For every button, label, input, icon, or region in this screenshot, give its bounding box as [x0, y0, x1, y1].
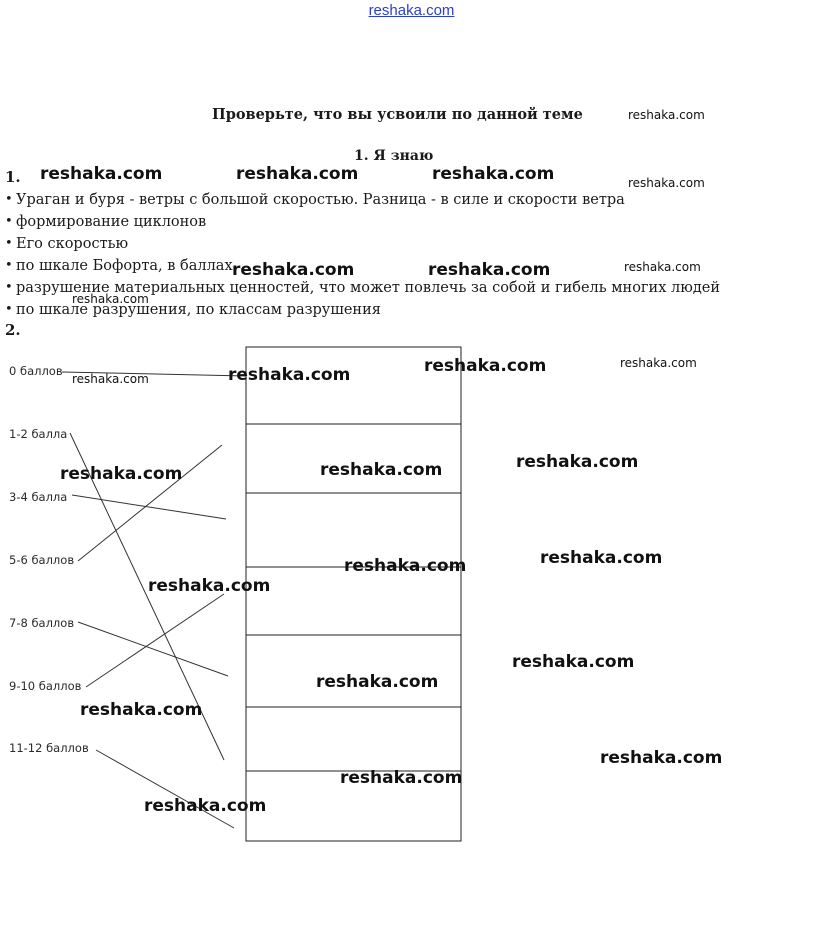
match-line	[78, 445, 222, 561]
answer-item: • по шкале разрушения, по классам разрушения	[5, 299, 720, 321]
watermark: reshaka.com	[344, 556, 467, 576]
match-line	[78, 622, 228, 676]
watermark: reshaka.com	[424, 356, 547, 376]
watermark: reshaka.com	[72, 292, 149, 306]
scale-label-0: 0 баллов	[9, 364, 63, 378]
match-line	[86, 594, 224, 687]
scale-label-5: 9-10 баллов	[9, 679, 82, 693]
watermark: reshaka.com	[628, 108, 705, 122]
site-link[interactable]: reshaka.com	[368, 2, 455, 19]
watermark: reshaka.com	[340, 768, 463, 788]
page-title: Проверьте, что вы усвоили по данной теме	[212, 106, 583, 123]
answer-item: • по шкале Бофорта, в баллах	[5, 255, 720, 277]
answer-item: • формирование циклонов	[5, 211, 720, 233]
watermark: reshaka.com	[432, 164, 555, 184]
watermark: reshaka.com	[144, 796, 267, 816]
answer-item: • разрушение материальных ценностей, что может повлечь за собой и гибель многих людей	[5, 277, 720, 299]
watermark: reshaka.com	[316, 672, 439, 692]
watermark: reshaka.com	[516, 452, 639, 472]
scale-label-1: 1-2 балла	[9, 427, 68, 441]
watermark: reshaka.com	[148, 576, 271, 596]
table-frame	[246, 347, 461, 841]
scale-label-4: 7-8 баллов	[9, 616, 75, 630]
watermark: reshaka.com	[236, 164, 359, 184]
watermark: reshaka.com	[600, 748, 723, 768]
section-2-number: 2.	[5, 321, 21, 339]
answer-item: • Его скоростью	[5, 233, 720, 255]
watermark: reshaka.com	[320, 460, 443, 480]
watermark: reshaka.com	[628, 176, 705, 190]
watermark: reshaka.com	[60, 464, 183, 484]
watermark: reshaka.com	[428, 260, 551, 280]
watermark: reshaka.com	[228, 365, 351, 385]
scale-label-2: 3-4 балла	[9, 490, 68, 504]
answer-item: • Ураган и буря - ветры с большой скоростью. Разница - в силе и скорости ветра	[5, 189, 720, 211]
watermark: reshaka.com	[540, 548, 663, 568]
section-1-number: 1.	[5, 168, 21, 186]
watermark: reshaka.com	[72, 372, 149, 386]
section-subtitle: 1. Я знаю	[354, 148, 434, 164]
watermark: reshaka.com	[512, 652, 635, 672]
watermark: reshaka.com	[80, 700, 203, 720]
watermark: reshaka.com	[620, 356, 697, 370]
scale-label-3: 5-6 баллов	[9, 553, 75, 567]
watermark: reshaka.com	[232, 260, 355, 280]
watermark: reshaka.com	[624, 260, 701, 274]
watermark: reshaka.com	[40, 164, 163, 184]
scale-label-6: 11-12 баллов	[9, 741, 89, 755]
match-line	[72, 495, 226, 519]
match-line	[96, 750, 234, 828]
